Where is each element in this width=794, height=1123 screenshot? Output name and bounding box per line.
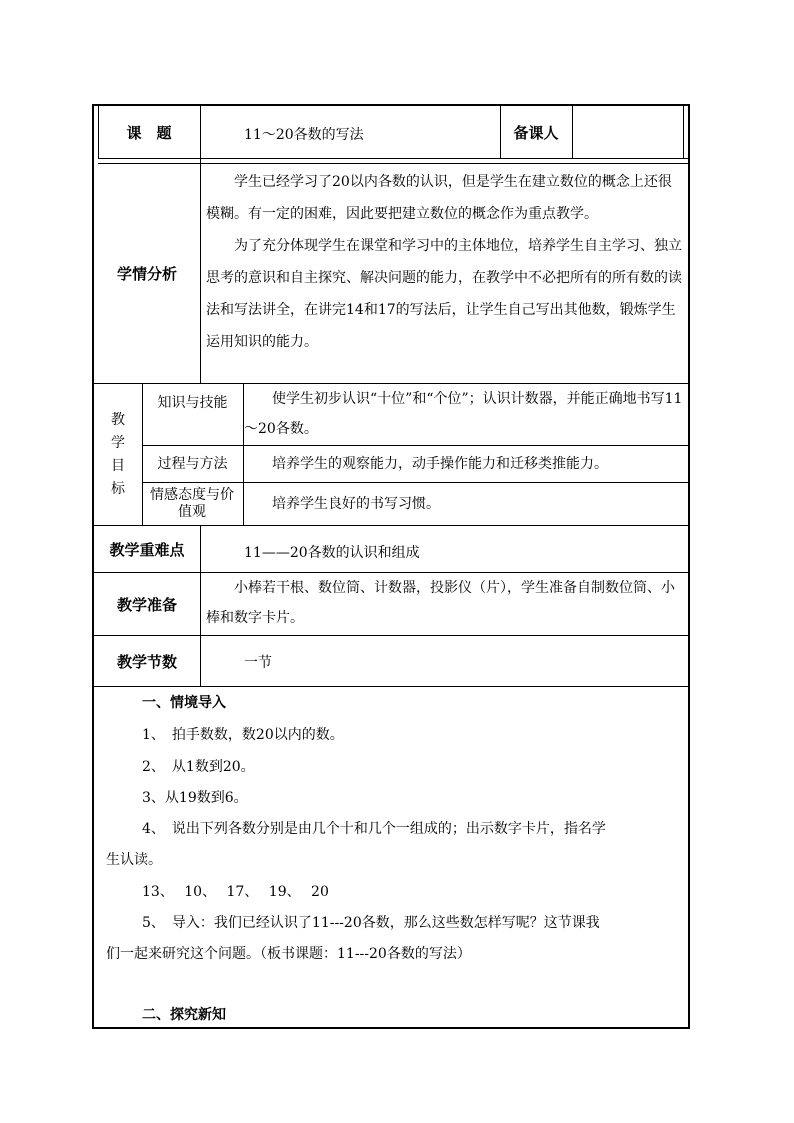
periods-value: 一节: [244, 655, 272, 671]
objective-label-attitude: 情感态度与价值观: [150, 487, 234, 520]
objective-label-process: 过程与方法: [157, 455, 228, 472]
preparer-label: 备课人: [513, 123, 559, 142]
objective-value-process: 培养学生的观察能力，动手操作能力和迁移类推能力。: [272, 456, 608, 472]
lesson-plan-table: [92, 104, 690, 1029]
key-points-label: 教学重难点: [109, 540, 185, 559]
analysis-content: [206, 166, 682, 358]
column-divider: [200, 525, 201, 686]
section-title: 二、探究新知: [142, 1007, 226, 1023]
key-points-value: 11——20各数的认识和组成: [244, 545, 420, 561]
analysis-paragraph: 为了充分体现学生在课堂和学习中的主体地位，培养学生自主学习、独立思考的意识和自主探究、解决问题的能力，在教学中不必把所有的所有数的读法和写法讲全，在讲完14和17的写法后，让学生自己写出其他数，锻炼学生运用知识的能力。: [206, 238, 682, 350]
section-title: 一、情境导入: [142, 695, 226, 711]
process-item: 5、 导入：我们已经认识了11---20各数，那么这些数怎样写呢？这节课我: [142, 915, 600, 931]
number-list: 13、 10、 17、 19、 20: [142, 884, 329, 900]
analysis-paragraph: 学生已经学习了20以内各数的认识，但是学生在建立数位的概念上还很模糊。有一定的困难，因此要把建立数位的概念作为重点教学。: [206, 174, 672, 222]
preparation-value: 小棒若干根、数位筒、计数器，投影仪（片），学生准备自制数位筒、小棒和数字卡片。: [206, 580, 675, 626]
process-item: 1、 拍手数数，数20以内的数。: [142, 727, 344, 743]
process-item: 们一起来研究这个问题。（板书课题：11---20各数的写法）: [106, 946, 471, 962]
process-item: 4、 说出下列各数分别是由几个十和几个一组成的；出示数字卡片，指名学: [142, 821, 606, 837]
column-divider: [200, 106, 201, 383]
objectives-group-label: 教 学 目 标: [111, 411, 125, 497]
topic-value: 11～20各数的写法: [244, 127, 364, 143]
row-divider: [94, 686, 688, 687]
objective-value-attitude: 培养学生良好的书写习惯。: [272, 496, 440, 512]
periods-label: 教学节数: [116, 652, 177, 671]
analysis-label: 学情分析: [116, 265, 177, 283]
column-divider: [683, 106, 684, 159]
process-item: 2、 从1数到20。: [142, 759, 255, 775]
objective-label-knowledge: 知识与技能: [157, 394, 228, 411]
preparer-value[interactable]: [574, 106, 682, 158]
process-item: 3、从19数到6。: [142, 790, 248, 806]
process-item: 生认读。: [106, 852, 162, 868]
column-divider: [572, 106, 573, 159]
objective-value-knowledge: 使学生初步认识“十位”和“个位”；认识计数器，并能正确地书写11～20各数。: [244, 391, 683, 437]
row-divider: [98, 158, 688, 159]
preparation-label: 教学准备: [116, 595, 177, 614]
topic-label: 课 题: [126, 123, 172, 142]
